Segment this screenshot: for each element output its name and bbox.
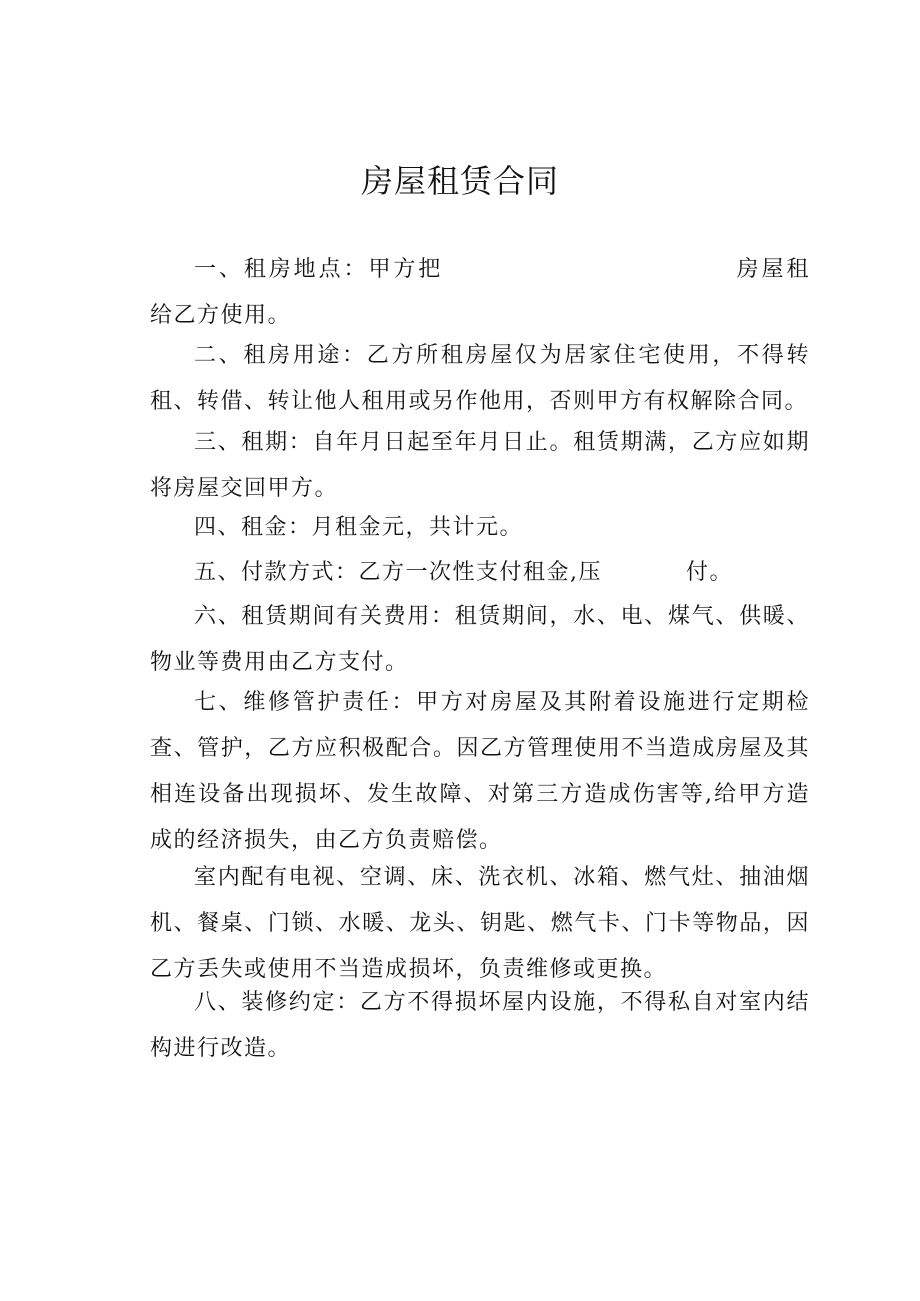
clause-rental-location-lead: 一、租房地点：甲方把: [194, 257, 444, 282]
clause-fees: 六、租赁期间有关费用：租赁期间，水、电、煤气、供暖、物业等费用由乙方支付。: [150, 604, 810, 675]
clause-maintenance: 七、维修管护责任：甲方对房屋及其附着设施进行定期检查、管护，乙方应积极配合。因乙方管理使用不当造成房屋及其相连设备出现损坏、发生故障、对第三方造成伤害等,给甲方造成的经济损失，由乙方负责赔偿。: [150, 690, 810, 853]
clause-rental-purpose: 二、租房用途：乙方所租房屋仅为居家住宅使用，不得转租、转借、转让他人租用或另作他用，否则甲方有权解除合同。: [150, 343, 810, 414]
clause-rental-location-tail: 房屋租: [735, 257, 810, 282]
clause-lease-term: 三、租期：自年月日起至年月日止。租赁期满，乙方应如期将房屋交回甲方。: [150, 430, 810, 501]
clause-renovation: 八、装修约定：乙方不得损坏屋内设施，不得私自对室内结构进行改造。: [150, 990, 810, 1061]
clause-payment-method-tail: 付。: [686, 560, 734, 585]
clause-payment-method: [150, 550, 810, 596]
clause-rental-location-end: 给乙方使用。: [150, 303, 292, 328]
clause-payment-method-lead: 五、付款方式：乙方一次性支付租金,压: [194, 560, 602, 585]
clause-furnishings: 室内配有电视、空调、床、洗衣机、冰箱、燃气灶、抽油烟机、餐桌、门锁、水暖、龙头、钥匙、燃气卡、门卡等物品，因乙方丢失或使用不当造成损坏，负责维修或更换。: [150, 865, 810, 982]
clause-rent: 四、租金：月租金元，共计元。: [194, 515, 524, 540]
page-title: 房屋租赁合同: [360, 162, 559, 200]
clause-rental-location: [150, 247, 810, 339]
